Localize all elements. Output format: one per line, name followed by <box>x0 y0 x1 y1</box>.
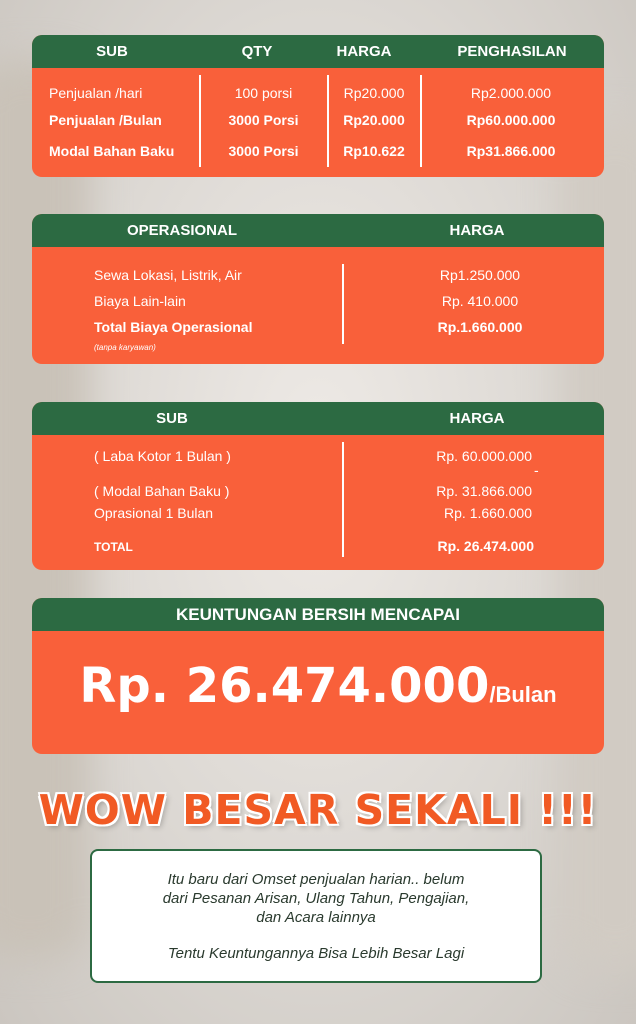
note-line: Itu baru dari Omset penjualan harian.. belum <box>167 871 465 888</box>
table-cell: Rp2.000.000 <box>470 85 552 101</box>
table-cell: Penjualan /hari <box>49 85 143 101</box>
sales-table-header <box>32 35 604 68</box>
minus-sign: - <box>534 462 539 478</box>
net-profit-unit: /Bulan <box>489 682 557 707</box>
wow-headline: WOW BESAR SEKALI !!! <box>38 786 598 834</box>
profit-calculation-table <box>32 402 604 570</box>
table-cell: Rp.1.660.000 <box>437 319 523 335</box>
header-penghasilan: PENGHASILAN <box>457 43 567 60</box>
header-sub: SUB <box>156 410 188 427</box>
table-cell: Penjualan /Bulan <box>49 112 162 128</box>
profit-calculation-header <box>32 402 604 435</box>
table-cell: Sewa Lokasi, Listrik, Air <box>94 267 242 283</box>
sales-table <box>32 35 604 177</box>
net-profit-amount: Rp. 26.474.000 <box>79 658 490 714</box>
operational-table-header <box>32 214 604 247</box>
net-profit-value <box>32 658 604 714</box>
table-cell: Rp1.250.000 <box>439 267 521 283</box>
note-line: dan Acara lainnya <box>256 909 376 926</box>
header-harga: HARGA <box>449 222 505 239</box>
table-cell: Rp. 31.866.000 <box>436 483 532 499</box>
table-cell: Rp. 26.474.000 <box>437 538 534 554</box>
table-cell: Total Biaya Operasional <box>94 319 253 335</box>
table-cell: Rp60.000.000 <box>466 112 556 128</box>
net-profit-title: KEUNTUNGAN BERSIH MENCAPAI <box>176 605 460 624</box>
table-cell: Rp31.866.000 <box>466 143 556 159</box>
header-harga: HARGA <box>449 410 505 427</box>
table-cell: Rp20.000 <box>343 112 405 128</box>
header-qty: QTY <box>241 43 273 60</box>
table-cell: Rp. 60.000.000 <box>436 448 532 464</box>
table-cell: Rp. 1.660.000 <box>444 505 532 521</box>
table-cell: 3000 Porsi <box>228 112 299 128</box>
note-line: dari Pesanan Arisan, Ulang Tahun, Pengajian, <box>162 890 470 907</box>
table-cell: 3000 Porsi <box>228 143 299 159</box>
table-cell: Biaya Lain-lain <box>94 293 186 309</box>
header-operasional: OPERASIONAL <box>126 222 237 239</box>
table-cell: ( Laba Kotor 1 Bulan ) <box>94 448 231 464</box>
header-sub: SUB <box>96 43 128 60</box>
footnote: (tanpa karyawan) <box>94 343 156 352</box>
net-profit-box <box>32 598 604 754</box>
table-cell: Modal Bahan Baku <box>49 143 175 159</box>
table-cell: Rp. 410.000 <box>441 293 519 309</box>
table-cell: Rp10.622 <box>343 143 405 159</box>
net-profit-header <box>32 598 604 631</box>
info-note-box <box>90 849 542 983</box>
note-line: Tentu Keuntungannya Bisa Lebih Besar Lagi <box>167 945 465 962</box>
operational-table <box>32 214 604 364</box>
table-cell: 100 porsi <box>234 85 293 101</box>
table-cell: Rp20.000 <box>343 85 405 101</box>
table-cell: ( Modal Bahan Baku ) <box>94 483 230 499</box>
table-cell: Oprasional 1 Bulan <box>94 505 214 521</box>
divider <box>342 264 344 344</box>
table-cell: TOTAL <box>94 540 133 554</box>
divider <box>342 442 344 557</box>
header-harga: HARGA <box>336 43 392 60</box>
